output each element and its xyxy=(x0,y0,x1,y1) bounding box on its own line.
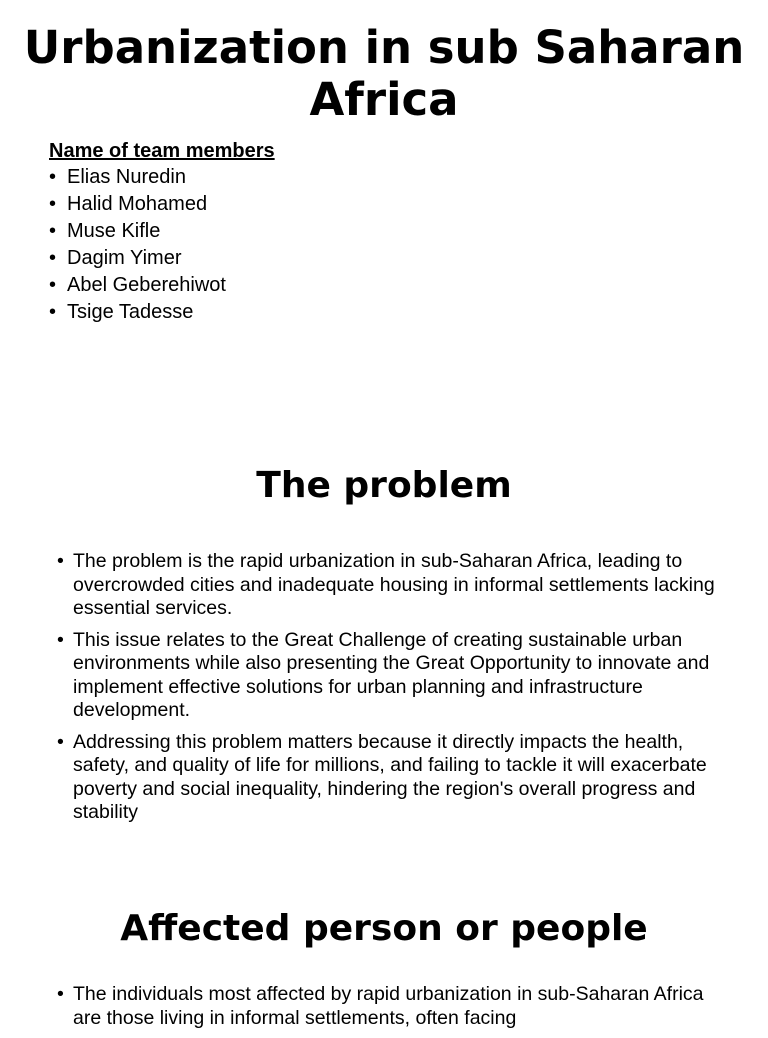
affected-heading: Affected person or people xyxy=(120,908,648,949)
team-member: • Dagim Yimer xyxy=(49,245,226,272)
team-members-list xyxy=(49,164,226,326)
problem-bullet: • The problem is the rapid urbanization in sub-Saharan Africa, leading to overcrowded cities and inadequate housing in informal settlements lacking essential services. xyxy=(57,550,717,621)
problem-bullet-list xyxy=(57,550,717,833)
affected-bullet: • The individuals most affected by rapid urbanization in sub-Saharan Africa are those living in informal settlements, often facing xyxy=(57,983,717,1030)
problem-heading: The problem xyxy=(256,465,512,506)
page-title: Urbanization in sub Saharan Africa xyxy=(23,21,745,126)
affected-bullet-list xyxy=(57,983,717,1038)
team-member: • Elias Nuredin xyxy=(49,164,226,191)
problem-bullet: • Addressing this problem matters because it directly impacts the health, safety, and quality of life for millions, and failing to tackle it will exacerbate poverty and social inequality, hindering the region's overall progress and stability xyxy=(57,731,717,825)
team-members-label: Name of team members xyxy=(49,140,275,162)
team-member: • Abel Geberehiwot xyxy=(49,272,226,299)
team-member: • Muse Kifle xyxy=(49,218,226,245)
team-member: • Tsige Tadesse xyxy=(49,299,226,326)
problem-bullet: • This issue relates to the Great Challenge of creating sustainable urban environments while also presenting the Great Opportunity to innovate and implement effective solutions for urban planning and infrastructure development. xyxy=(57,629,717,723)
team-member: • Halid Mohamed xyxy=(49,191,226,218)
